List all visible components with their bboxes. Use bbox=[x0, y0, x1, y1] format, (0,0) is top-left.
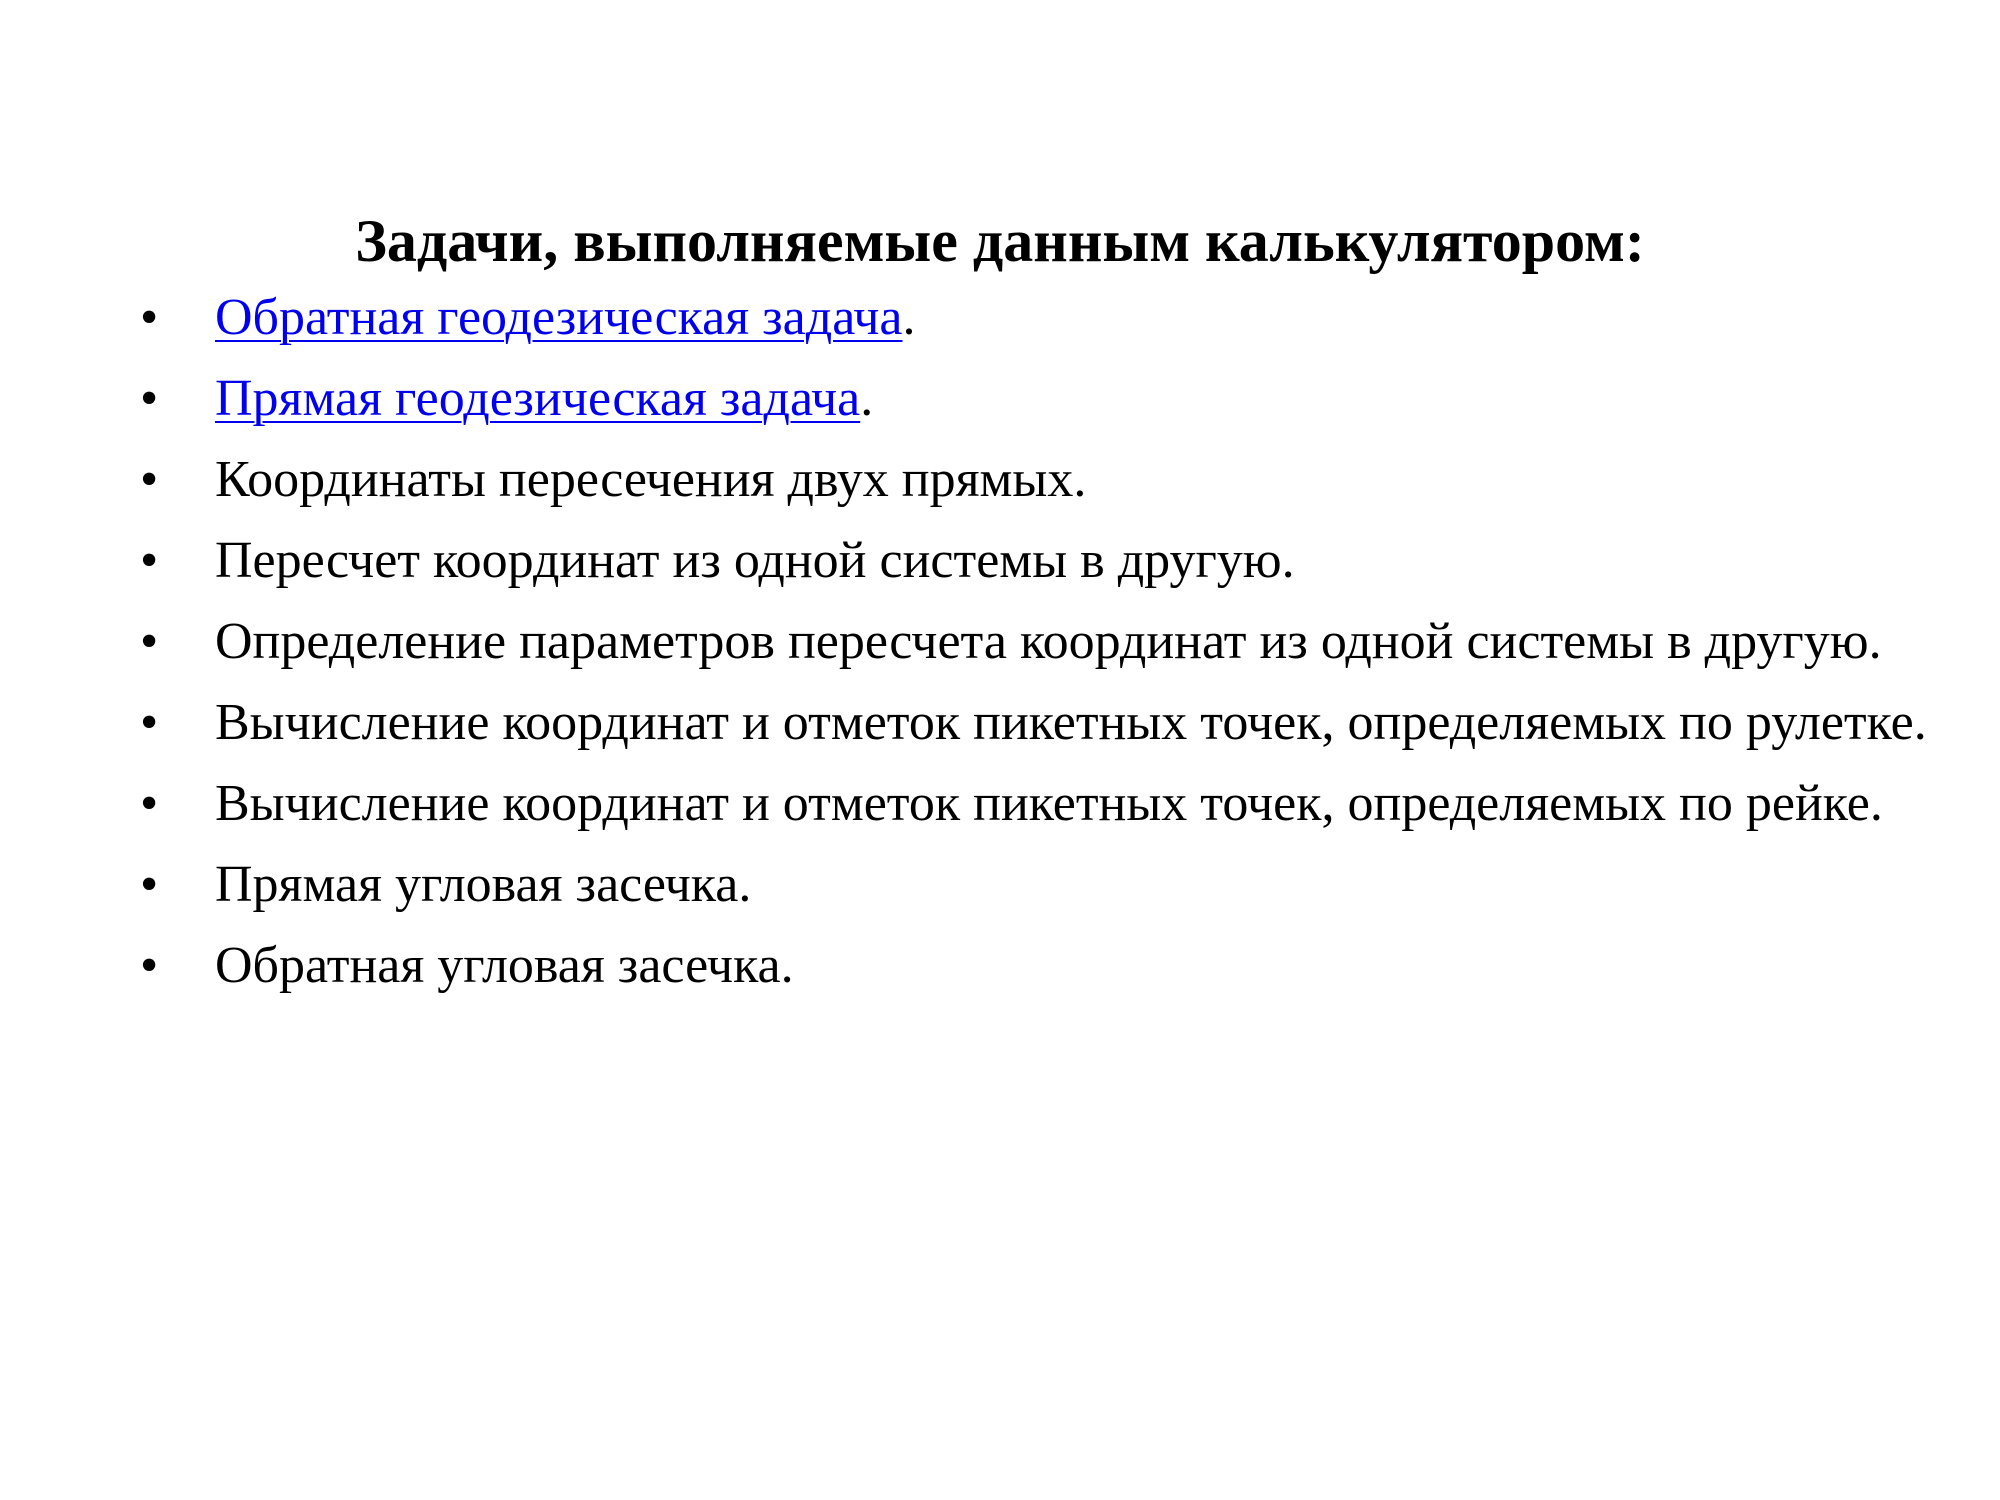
list-item bbox=[0, 609, 2000, 675]
bullet-icon: • bbox=[140, 937, 159, 994]
bullet-icon: • bbox=[140, 694, 159, 751]
task-list bbox=[0, 285, 2000, 1014]
list-item bbox=[0, 447, 2000, 513]
list-item-text: Обратная угловая засечка. bbox=[215, 937, 794, 994]
bullet-icon: • bbox=[140, 856, 159, 913]
bullet-icon: • bbox=[140, 370, 159, 427]
list-item-text: Координаты пересечения двух прямых. bbox=[215, 451, 1087, 508]
inverse-geodetic-task-link[interactable]: Обратная геодезическая задача bbox=[215, 289, 903, 346]
bullet-icon: • bbox=[140, 289, 159, 346]
bullet-icon: • bbox=[140, 532, 159, 589]
list-item-text: Определение параметров пересчета координат из одной системы в другую. bbox=[215, 613, 1882, 670]
list-item bbox=[0, 933, 2000, 999]
list-item bbox=[0, 528, 2000, 594]
bullet-icon: • bbox=[140, 775, 159, 832]
list-item-suffix: . bbox=[902, 289, 916, 346]
page-title: Задачи, выполняемые данным калькулятором: bbox=[355, 208, 1645, 274]
list-item bbox=[0, 771, 2000, 837]
list-item bbox=[0, 852, 2000, 918]
list-item-text: Прямая угловая засечка. bbox=[215, 856, 752, 913]
list-item-text: Пересчет координат из одной системы в другую. bbox=[215, 532, 1295, 589]
list-item-suffix: . bbox=[860, 370, 874, 427]
bullet-icon: • bbox=[140, 451, 159, 508]
list-item bbox=[0, 366, 2000, 432]
list-item-text: Вычисление координат и отметок пикетных точек, определяемых по рейке. bbox=[215, 775, 1883, 832]
list-item bbox=[0, 690, 2000, 756]
list-item-text: Вычисление координат и отметок пикетных точек, определяемых по рулетке. bbox=[215, 694, 1927, 751]
bullet-icon: • bbox=[140, 613, 159, 670]
list-item bbox=[0, 285, 2000, 351]
direct-geodetic-task-link[interactable]: Прямая геодезическая задача bbox=[215, 370, 861, 427]
